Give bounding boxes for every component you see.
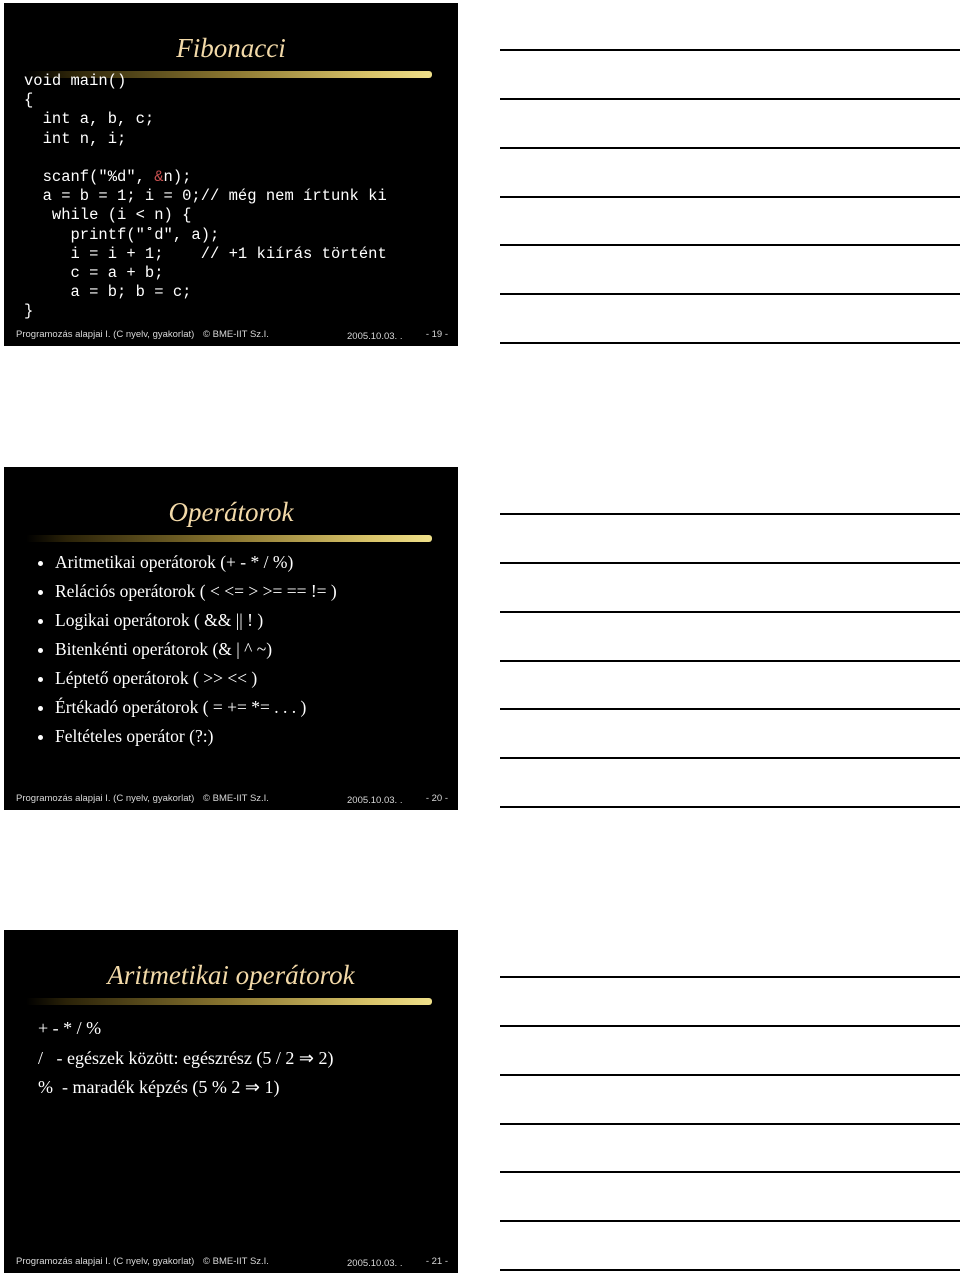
code-line (24, 149, 387, 168)
note-line (500, 1269, 960, 1271)
list-item: Értékadó operátorok ( = += *= . . . ) (38, 697, 337, 726)
footer-page-number: - 19 - (425, 329, 448, 340)
note-line (500, 244, 960, 246)
title-underline-bar (26, 998, 432, 1005)
footer-copyright: © BME-IIT Sz.I. (203, 329, 269, 340)
note-line (500, 757, 960, 759)
footer-date: 2005.10.03. . (347, 1258, 403, 1269)
code-line: } (24, 302, 34, 321)
code-line: void main() (24, 72, 127, 90)
note-line (500, 196, 960, 198)
code-block (24, 72, 387, 321)
footer-date: 2005.10.03. . (347, 331, 403, 342)
note-line (500, 49, 960, 51)
slide-fibonacci (4, 3, 458, 346)
footer-page-number: - 20 - (425, 793, 448, 804)
list-item: Relációs operátorok ( < <= > >= == != ) (38, 581, 337, 610)
text-line: + - * / % (38, 1018, 102, 1038)
operator-bullet-list (38, 552, 337, 755)
list-item: Logikai operátorok ( && || ! ) (38, 610, 337, 639)
code-line: scanf("%d", &n); (24, 167, 192, 186)
slide-title: Fibonacci (176, 33, 286, 63)
list-item: Aritmetikai operátorok (+ - * / %) (38, 552, 337, 581)
note-line (500, 660, 960, 662)
footer-copyright: © BME-IIT Sz.I. (203, 793, 269, 804)
code-line: while (i < n) { (24, 206, 192, 225)
note-line (500, 98, 960, 100)
code-line: int n, i; (24, 129, 127, 148)
note-line (500, 1074, 960, 1076)
slide-footer (16, 1256, 448, 1270)
note-line (500, 562, 960, 564)
title-underline-bar (26, 535, 432, 542)
code-line: c = a + b; (24, 263, 164, 282)
footer-date: 2005.10.03. . (347, 795, 403, 806)
text-line: % - maradék képzés (5 % 2 ⇒ 1) (38, 1077, 280, 1097)
text-line: / - egészek között: egészrész (5 / 2 ⇒ 2) (38, 1047, 334, 1068)
list-item: Bitenkénti operátorok (& | ^ ~) (38, 639, 337, 668)
note-line (500, 1025, 960, 1027)
code-line: a = b = 1; i = 0;// még nem írtunk ki (24, 187, 387, 206)
list-item: Léptető operátorok ( >> << ) (38, 668, 337, 697)
address-of-operator: & (154, 167, 164, 186)
note-line (500, 806, 960, 808)
slide-title: Operátorok (168, 497, 294, 527)
note-line (500, 708, 960, 710)
code-line: printf("˚d", a); (24, 225, 220, 244)
code-line: int a, b, c; (24, 110, 155, 129)
code-line: a = b; b = c; (24, 283, 192, 302)
footer-copyright: © BME-IIT Sz.I. (203, 1256, 269, 1267)
footer-page-number: - 21 - (425, 1256, 448, 1267)
note-line (500, 1220, 960, 1222)
list-item: Feltételes operátor (?:) (38, 726, 337, 755)
footer-course: Programozás alapjai I. (C nyelv, gyakorlat) (16, 329, 195, 340)
slide-title: Aritmetikai operátorok (107, 960, 355, 990)
footer-course: Programozás alapjai I. (C nyelv, gyakorlat) (16, 793, 195, 804)
note-line (500, 1171, 960, 1173)
note-line (500, 976, 960, 978)
footer-course: Programozás alapjai I. (C nyelv, gyakorlat) (16, 1256, 195, 1267)
slide-footer (16, 793, 448, 807)
note-line (500, 293, 960, 295)
code-line: { (24, 91, 34, 110)
note-line (500, 513, 960, 515)
slide-footer (16, 329, 448, 343)
note-line (500, 1123, 960, 1125)
note-line (500, 611, 960, 613)
code-line: i = i + 1; // +1 kiírás történt (24, 244, 387, 263)
arithmetic-text (38, 1018, 333, 1107)
note-line (500, 147, 960, 149)
note-line (500, 342, 960, 344)
